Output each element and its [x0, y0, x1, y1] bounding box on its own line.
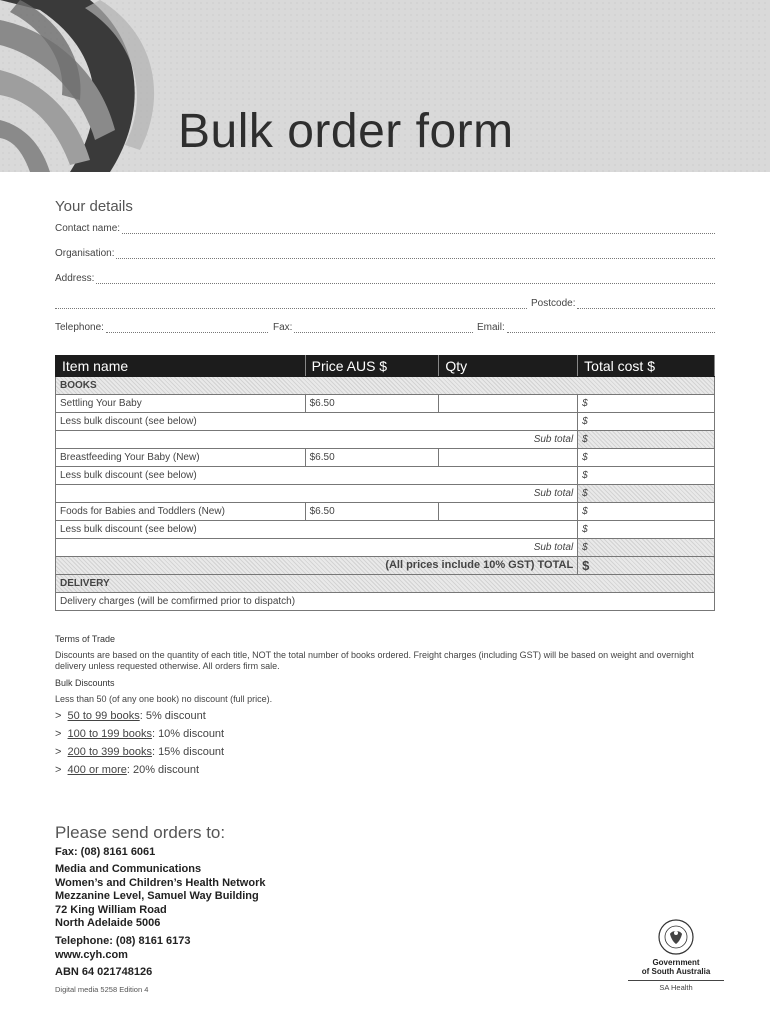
item-price: $6.50 [305, 449, 439, 467]
discount-range: 100 to 199 books [67, 728, 152, 740]
contact-name-field[interactable] [55, 220, 715, 234]
discount-range: 400 or more [67, 764, 127, 776]
item-name: Breastfeeding Your Baby (New) [56, 449, 306, 467]
discount-item: > 100 to 199 books: 10% discount [55, 728, 225, 740]
discount-label: Less bulk discount (see below) [56, 467, 578, 485]
send-telephone: Telephone: (08) 8161 6173 [55, 935, 191, 947]
address-line-2-field[interactable] [55, 295, 527, 309]
edition-note: Digital media 5258 Edition 4 [55, 985, 149, 994]
terms-heading: Terms of Trade [55, 634, 116, 644]
table-row [56, 431, 715, 449]
send-abn: ABN 64 021748126 [55, 966, 153, 978]
your-details-heading: Your details [55, 198, 133, 215]
col-item-name: Item name [56, 356, 306, 377]
government-logo [628, 918, 724, 992]
item-price: $6.50 [305, 395, 439, 413]
table-row [56, 521, 715, 539]
email-label: Email: [477, 322, 505, 333]
table-row [56, 485, 715, 503]
delivery-section-label: DELIVERY [56, 575, 715, 593]
address-line: Mezzanine Level, Samuel Way Building [55, 890, 259, 902]
discount-label: Less bulk discount (see below) [56, 521, 578, 539]
address-line: North Adelaide 5006 [55, 917, 161, 929]
postcode-field[interactable] [531, 295, 715, 309]
swoosh-graphic-icon [0, 0, 200, 172]
bulk-discounts-heading: Bulk Discounts [55, 678, 115, 688]
total-cost-cell[interactable]: $ [578, 395, 715, 413]
address-line: Women’s and Children’s Health Network [55, 876, 266, 889]
postcode-label: Postcode: [531, 298, 576, 309]
total-row [56, 557, 715, 575]
discount-rate: : 10% discount [151, 728, 225, 740]
table-row [56, 503, 715, 521]
table-row [56, 413, 715, 431]
contact-name-label: Contact name: [55, 223, 121, 234]
send-website[interactable]: www.cyh.com [55, 948, 128, 961]
discount-item: > 400 or more: 20% discount [55, 764, 200, 776]
qty-input[interactable] [439, 449, 578, 467]
table-row [56, 467, 715, 485]
total-label: (All prices include 10% GST) TOTAL [56, 557, 578, 575]
discount-range: 200 to 399 books [67, 746, 152, 758]
total-cell[interactable]: $ [578, 557, 715, 575]
sa-government-crest-icon [657, 918, 695, 956]
col-price: Price AUS $ [305, 356, 439, 377]
table-row [56, 539, 715, 557]
discount-label: Less bulk discount (see below) [56, 413, 578, 431]
address-field[interactable] [55, 270, 715, 284]
discount-rate: : 15% discount [151, 746, 225, 758]
item-name: Settling Your Baby [56, 395, 306, 413]
address-line: Media and Communications [55, 863, 202, 875]
organisation-field[interactable] [55, 245, 715, 259]
subtotal-label: Sub total [56, 485, 578, 503]
fax-label: Fax: [273, 322, 293, 333]
order-table [55, 355, 715, 611]
discount-cell[interactable]: $ [578, 467, 715, 485]
bulk-note: Less than 50 (of any one book) no discount (full price). [55, 694, 273, 704]
delivery-note: Delivery charges (will be comfirmed prior to dispatch) [56, 593, 715, 611]
organisation-label: Organisation: [55, 248, 115, 259]
email-field[interactable] [477, 319, 715, 333]
gov-line-2: of South Australia [641, 967, 711, 976]
address-label: Address: [55, 273, 95, 284]
telephone-field[interactable] [55, 319, 268, 333]
header-banner [0, 0, 770, 172]
subtotal-label: Sub total [56, 539, 578, 557]
discount-rate: : 20% discount [126, 764, 200, 776]
discount-range: 50 to 99 books [67, 710, 140, 722]
telephone-label: Telephone: [55, 322, 104, 333]
subtotal-label: Sub total [56, 431, 578, 449]
qty-input[interactable] [439, 395, 578, 413]
table-row [56, 449, 715, 467]
send-address [55, 863, 265, 931]
col-total-cost: Total cost $ [578, 356, 715, 377]
item-price: $6.50 [305, 503, 439, 521]
fax-field[interactable] [273, 319, 473, 333]
terms-text: Discounts are based on the quantity of each title, NOT the total number of books ordered. Freight charges (including GST) will be based on weight and overnight delivery unless requested otherwise. All orders firm sale. [55, 650, 694, 671]
discount-item: > 50 to 99 books: 5% discount [55, 710, 206, 722]
books-section-label: BOOKS [56, 377, 715, 395]
discount-rate: : 5% discount [139, 710, 206, 722]
send-contact [55, 935, 191, 962]
subtotal-cell[interactable]: $ [578, 485, 715, 503]
table-row [56, 395, 715, 413]
discount-cell[interactable]: $ [578, 413, 715, 431]
qty-input[interactable] [439, 503, 578, 521]
gov-line-1: Government [652, 958, 700, 967]
subtotal-cell[interactable]: $ [578, 539, 715, 557]
address-line: 72 King William Road [55, 903, 167, 916]
subtotal-cell[interactable]: $ [578, 431, 715, 449]
discount-item: > 200 to 399 books: 15% discount [55, 746, 225, 758]
page-title: Bulk order form [178, 105, 514, 158]
sa-health-label: SA Health [628, 980, 724, 992]
send-fax: Fax: (08) 8161 6061 [55, 846, 156, 858]
item-name: Foods for Babies and Toddlers (New) [56, 503, 306, 521]
discount-cell[interactable]: $ [578, 521, 715, 539]
col-qty: Qty [439, 356, 578, 377]
send-orders-heading: Please send orders to: [55, 823, 226, 842]
total-cost-cell[interactable]: $ [578, 503, 715, 521]
total-cost-cell[interactable]: $ [578, 449, 715, 467]
